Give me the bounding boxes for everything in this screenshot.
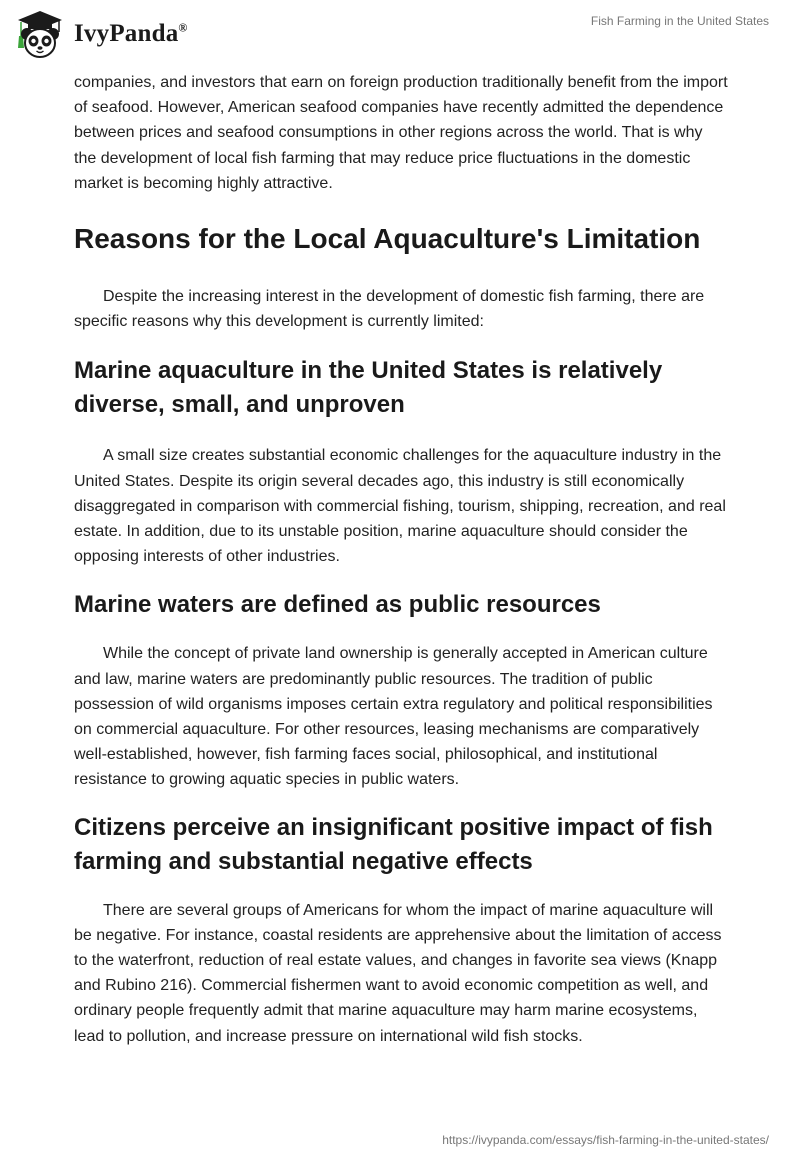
article-body [74, 70, 728, 1049]
page-header [0, 0, 800, 70]
subsection-heading: Marine aquaculture in the United States is relatively diverse, small, and unproven [74, 357, 663, 419]
brand-name: IvyPanda® [74, 20, 188, 47]
subsection-paragraph: A small size creates substantial economic challenges for the aquaculture industry in the United States. Despite its origin several decades ago, this industry is still economically disaggregated in comparison with commercial fishing, tourism, shipping, recreation, and real estate. In addition, due to its unstable position, marine aquaculture should consider the opposing interests of other industries. [74, 447, 726, 566]
registered-mark: ® [178, 20, 188, 35]
section-paragraph: Despite the increasing interest in the development of domestic fish farming, there are specific reasons why this development is currently limited: [74, 288, 705, 331]
panda-graduate-icon [12, 6, 68, 62]
subsection-paragraph: While the concept of private land ownership is generally accepted in American culture and law, marine waters are predominantly public resources. The tradition of public possession of wild organisms imposes certain extra regulatory and political responsibilities on commercial aquaculture. For other resources, leasing mechanisms are comparatively well-established, however, fish farming faces social, philosophical, and institutional resistance to growing aquatic species in public waters. [74, 645, 713, 789]
subsection-heading: Marine waters are defined as public resources [74, 591, 601, 619]
subsection-heading: Citizens perceive an insignificant positive impact of fish farming and substantial negative effects [74, 813, 713, 875]
document-title: Fish Farming in the United States [590, 14, 769, 28]
source-url[interactable]: https://ivypanda.com/essays/fish-farming-in-the-united-states/ [442, 1133, 769, 1147]
brand-logo[interactable] [12, 6, 188, 62]
intro-paragraph: companies, and investors that earn on foreign production traditionally benefit from the import of seafood. However, American seafood companies have recently admitted the dependence between prices and seafood consumptions in other regions across the world. That is why the development of local fish farming that may reduce price fluctuations in the domestic market is becoming highly attractive. [74, 74, 728, 192]
section-heading: Reasons for the Local Aquaculture's Limitation [74, 223, 701, 255]
subsection-paragraph: There are several groups of Americans for whom the impact of marine aquaculture will be negative. For instance, coastal residents are apprehensive about the limitation of access to the waterfront, reduction of real estate values, and changes in favorite sea views (Knapp and Rubino 216). Commercial fishermen want to avoid economic competition as well, and ordinary people frequently admit that marine aquaculture may harm marine ecosystems, lead to pollution, and increase pressure on international wild fish stocks. [74, 901, 722, 1045]
